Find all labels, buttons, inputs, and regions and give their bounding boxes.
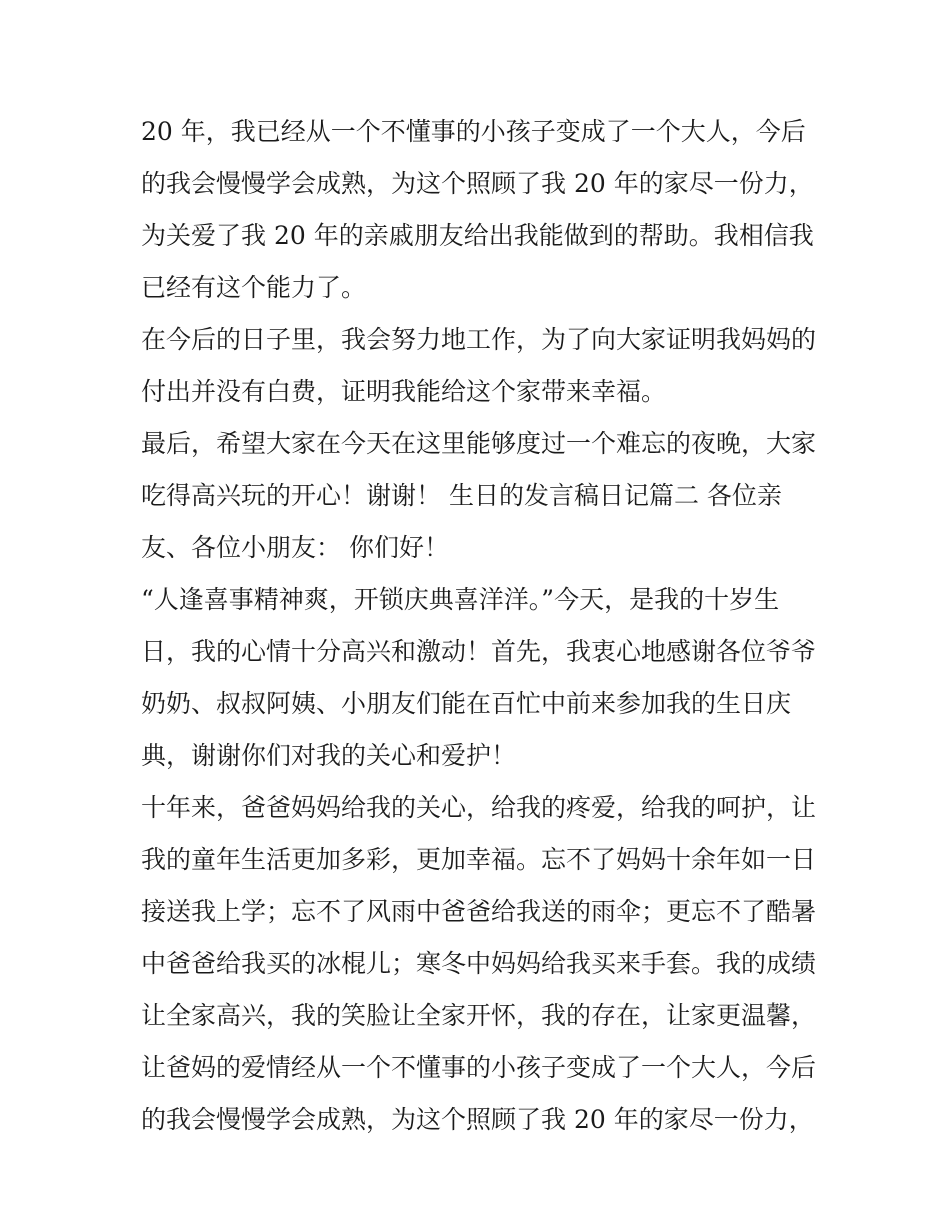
text-line: 为关爱了我 20 年的亲戚朋友给出我能做到的帮助。我相信我 [141,221,814,250]
text-line: 的我会慢慢学会成熟，为这个照顾了我 20 年的家尽一份力， [141,1105,814,1134]
text-line: 已经有这个能力了。 [141,273,367,302]
text-line: 让爸妈的爱情经从一个不懂事的小孩子变成了一个大人，今后 [141,1053,817,1082]
text-line: 日，我的心情十分高兴和激动！首先，我衷心地感谢各位爷爷 [141,637,817,666]
text-line: 吃得高兴玩的开心！谢谢！ 生日的发言稿日记篇二 各位亲 [141,481,782,510]
text-line: 让全家高兴，我的笑脸让全家开怀，我的存在，让家更温馨， [141,1001,817,1030]
text-line: 在今后的日子里，我会努力地工作，为了向大家证明我妈妈的 [141,325,817,354]
text-line: 最后，希望大家在今天在这里能够度过一个难忘的夜晚，大家 [141,429,817,458]
text-line: 奶奶、叔叔阿姨、小朋友们能在百忙中前来参加我的生日庆 [141,689,792,718]
text-line: 友、各位小朋友： 你们好！ [141,533,449,562]
text-line: 典，谢谢你们对我的关心和爱护！ [141,741,517,770]
text-line: 付出并没有白费，证明我能给这个家带来幸福。 [141,377,667,406]
text-line: 我的童年生活更加多彩，更加幸福。忘不了妈妈十余年如一日 [141,845,817,874]
body-text [141,106,831,1146]
text-line: 20 年，我已经从一个不懂事的小孩子变成了一个大人，今后 [141,117,806,146]
text-line: 十年来，爸爸妈妈给我的关心，给我的疼爱，给我的呵护，让 [141,793,817,822]
text-line: 中爸爸给我买的冰棍儿；寒冬中妈妈给我买来手套。我的成绩 [141,949,817,978]
text-line: 的我会慢慢学会成熟，为这个照顾了我 20 年的家尽一份力， [141,169,814,198]
text-line: 接送我上学；忘不了风雨中爸爸给我送的雨伞；更忘不了酷暑 [141,897,817,926]
text-line: “人逢喜事精神爽，开锁庆典喜洋洋。”今天，是我的十岁生 [141,585,780,614]
